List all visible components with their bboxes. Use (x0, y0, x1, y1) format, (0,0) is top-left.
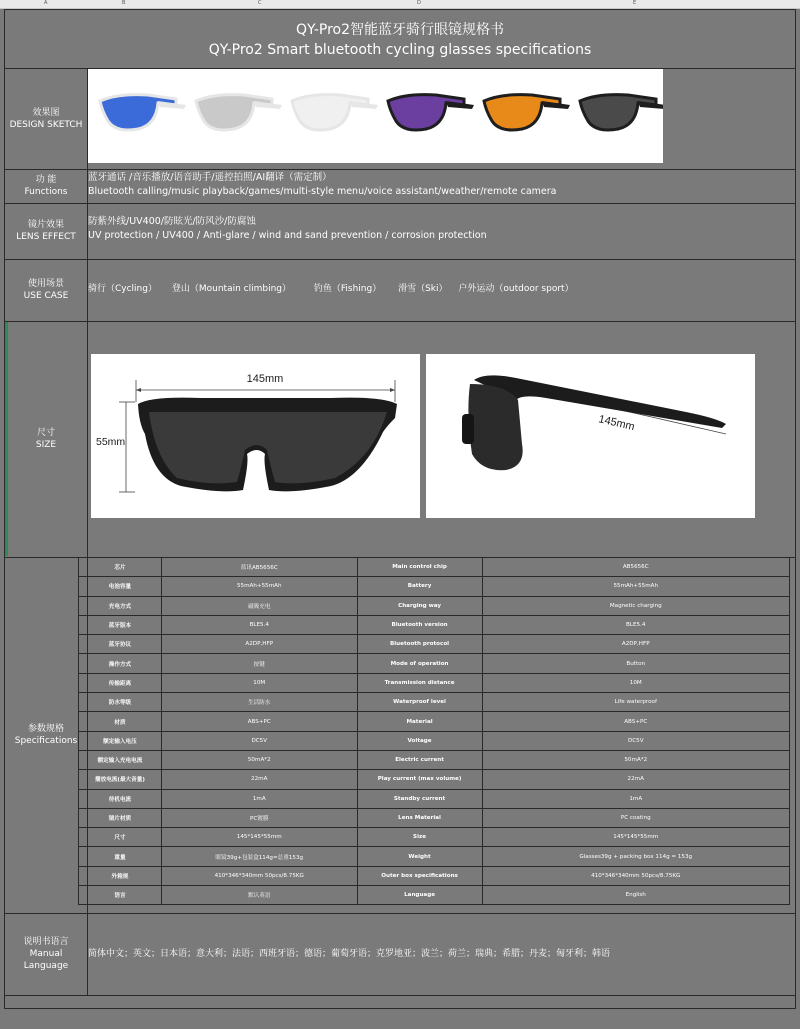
spec-value-en: 1mA (482, 789, 790, 808)
title-row (5, 10, 795, 69)
spec-name-cn: 重量 (79, 847, 162, 866)
spec-value-cn: BLE5.4 (161, 615, 357, 634)
spec-table-row (79, 750, 790, 769)
spec-name-cn: 播放电流(最大音量) (79, 770, 162, 789)
glasses-variant (292, 95, 378, 130)
spec-value-cn: 145*145*55mm (161, 828, 357, 847)
functions-label (5, 169, 88, 203)
spec-value-cn: 按键 (161, 654, 357, 673)
use-case-item: 户外运动（outdoor sport） (458, 284, 574, 294)
spec-value-en: 145*145*55mm (482, 828, 790, 847)
spec-name-cn: 外箱规 (79, 866, 162, 885)
use-case-item: 登山（Mountain climbing） (171, 284, 291, 294)
spec-name-en: Charging way (357, 596, 482, 615)
glasses-variant (484, 95, 570, 130)
lens-label-cn: 镜片效果 (27, 220, 64, 230)
design-sketch-image (88, 69, 663, 163)
spec-name-cn: 充电方式 (79, 596, 162, 615)
spec-name-cn: 蓝牙版本 (79, 615, 162, 634)
column-header-b: B (122, 0, 126, 6)
front-view-image (91, 354, 420, 518)
lens-label (5, 203, 88, 259)
spec-name-cn: 材质 (79, 712, 162, 731)
spec-name-cn: 芯片 (79, 558, 162, 577)
side-view-image (426, 354, 755, 518)
spec-value-en: 410*346*340mm 50pcs/8.75KG (482, 866, 790, 885)
spec-name-en: Lens Material (357, 808, 482, 827)
spec-value-en: 10M (482, 673, 790, 692)
manual-label-cn: 说明书语言 (23, 937, 69, 947)
spec-value-en: Life waterproof (482, 693, 790, 712)
spec-table-row (79, 712, 790, 731)
use-case-label (5, 259, 88, 321)
spec-value-cn: PC镀膜 (161, 808, 357, 827)
spec-name-en: Outer box specifications (357, 866, 482, 885)
spec-name-en: Material (357, 712, 482, 731)
spec-value-cn: 眼镜39g+包装盒114g=总重153g (161, 847, 357, 866)
lens-label-en: LENS EFFECT (16, 232, 76, 242)
spec-table-row (79, 847, 790, 866)
lens-cn: 防紫外线/UV400/防眩光/防风沙/防腐蚀 (88, 216, 256, 227)
manual-label (5, 913, 88, 995)
spec-table-row (79, 596, 790, 615)
spec-value-en: 55mAh+55mAh (482, 577, 790, 596)
spec-value-en: DC5V (482, 731, 790, 750)
specs-row (5, 557, 795, 914)
spec-value-en: BLE5.4 (482, 615, 790, 634)
spec-value-cn: A2DP,HFP (161, 635, 357, 654)
spec-value-en: 22mA (482, 770, 790, 789)
spec-value-cn: 10M (161, 673, 357, 692)
spec-name-cn: 防水等级 (79, 693, 162, 712)
spec-table-row (79, 693, 790, 712)
spec-table-row (79, 635, 790, 654)
spec-name-cn: 传输距离 (79, 673, 162, 692)
functions-row (5, 169, 795, 204)
spec-name-en: Transmission distance (357, 673, 482, 692)
spec-value-en: PC coating (482, 808, 790, 827)
spec-name-cn: 额定输入电压 (79, 731, 162, 750)
glasses-variant (580, 95, 663, 130)
use-case-item: 钓鱼（Fishing） (313, 284, 382, 294)
spec-name-en: Electric current (357, 750, 482, 769)
design-label (5, 68, 88, 169)
spec-value-en: English (482, 886, 790, 905)
spec-name-en: Battery (357, 577, 482, 596)
use-case-label-cn: 使用场景 (27, 279, 64, 289)
spec-value-en: A2DP,HFP (482, 635, 790, 654)
title-cn: QY-Pro2智能蓝牙骑行眼镜规格书 (295, 22, 505, 38)
column-header-e: E (633, 0, 637, 6)
spec-table-row (79, 866, 790, 885)
spec-name-en: Standby current (357, 789, 482, 808)
spec-table-row (79, 808, 790, 827)
front-width-label: 145mm (246, 373, 284, 385)
spec-value-en: AB5656C (482, 558, 790, 577)
spec-name-en: Bluetooth protocol (357, 635, 482, 654)
manual-text: 简体中文；英文；日本语；意大利；法语；西班牙语；德语；葡萄牙语；克罗地亚；波兰；荷兰；瑞典；希腊；丹麦；匈牙利；韩语 (88, 949, 611, 959)
specs-label-en: Specifications (14, 736, 78, 746)
title-en: QY-Pro2 Smart bluetooth cycling glasses specifications (208, 42, 592, 58)
lens-en: UV protection / UV400 / Anti-glare / wind and sand prevention / corrosion protection (88, 230, 487, 241)
spec-name-en: Waterproof level (357, 693, 482, 712)
spec-name-en: Language (357, 886, 482, 905)
column-header-d: D (417, 0, 421, 6)
column-header-a: A (44, 0, 48, 6)
spec-value-cn: 磁吸充电 (161, 596, 357, 615)
spec-name-cn: 操作方式 (79, 654, 162, 673)
spec-value-en: Button (482, 654, 790, 673)
size-body (88, 321, 795, 557)
spec-table-row (79, 673, 790, 692)
design-label-en: DESIGN SKETCH (9, 119, 83, 130)
spec-name-cn: 待机电流 (79, 789, 162, 808)
spec-name-en: Main control chip (357, 558, 482, 577)
spec-table-row (79, 789, 790, 808)
spec-name-cn: 电池容量 (79, 577, 162, 596)
spec-table-row (79, 731, 790, 750)
page-title (5, 10, 795, 60)
spec-table-row (79, 770, 790, 789)
spec-value-en: ABS+PC (482, 712, 790, 731)
size-label-cn: 尺寸 (36, 428, 55, 438)
spec-value-cn: 22mA (161, 770, 357, 789)
use-case-item: 骑行（Cycling） (88, 284, 157, 294)
spec-name-cn: 语言 (79, 886, 162, 905)
spec-name-cn: 额定输入充电电流 (79, 750, 162, 769)
spec-name-en: Voltage (357, 731, 482, 750)
specs-label-cn: 参数规格 (27, 724, 64, 734)
size-label-en: SIZE (35, 440, 57, 450)
spec-table-row (79, 828, 790, 847)
lens-row (5, 203, 795, 260)
spec-table-row (79, 577, 790, 596)
use-case-label-en: USE CASE (23, 291, 69, 301)
spec-table-row (79, 654, 790, 673)
functions-body (88, 169, 795, 205)
spec-value-cn: 410*346*340mm 50pcs/8.75KG (161, 866, 357, 885)
spec-value-cn: 蓝讯AB5656C (161, 558, 357, 577)
spec-value-cn: 生活防水 (161, 693, 357, 712)
functions-label-cn: 功 能 (35, 175, 57, 185)
size-row (5, 321, 795, 558)
spec-table-row (79, 558, 790, 577)
functions-label-en: Functions (24, 187, 68, 197)
spec-name-cn: 尺寸 (79, 828, 162, 847)
spec-value-en: 50mA*2 (482, 750, 790, 769)
spec-value-cn: DC5V (161, 731, 357, 750)
spec-name-en: Weight (357, 847, 482, 866)
design-body (88, 68, 795, 169)
spec-name-cn: 镜片材质 (79, 808, 162, 827)
spec-table-row (79, 615, 790, 634)
size-label (5, 321, 88, 557)
manual-label-mid: Manual (29, 949, 63, 959)
spec-value-en: Magnetic charging (482, 596, 790, 615)
specs-body (5, 557, 795, 913)
glasses-variant (100, 95, 186, 130)
spec-value-cn: 默认英语 (161, 886, 357, 905)
spec-table-row (79, 886, 790, 905)
spec-name-cn: 蓝牙协议 (79, 635, 162, 654)
spec-value-cn: 1mA (161, 789, 357, 808)
spec-name-en: Size (357, 828, 482, 847)
spec-name-en: Play current (max volume) (357, 770, 482, 789)
functions-en: Bluetooth calling/music playback/games/multi-style menu/voice assistant/weather/remote camera (88, 186, 557, 197)
manual-label-en: Language (23, 961, 69, 971)
spec-value-cn: ABS+PC (161, 712, 357, 731)
glasses-variant (388, 95, 474, 130)
spec-name-en: Mode of operation (357, 654, 482, 673)
spec-sheet (4, 9, 796, 1009)
design-row (5, 68, 795, 170)
manual-row (5, 913, 795, 996)
design-label-cn: 效果图 (32, 107, 60, 118)
column-header-bar (0, 0, 800, 9)
glasses-variant (196, 95, 282, 130)
front-height-label: 55mm (96, 436, 126, 448)
spec-value-en: Glasses39g + packing box 114g = 153g (482, 847, 790, 866)
column-header-c: C (258, 0, 262, 6)
spec-name-en: Bluetooth version (357, 615, 482, 634)
use-case-row (5, 259, 795, 322)
spec-table (78, 557, 790, 905)
side-width-label: 145mm (597, 413, 636, 434)
spec-value-cn: 55mAh+55mAh (161, 577, 357, 596)
spec-value-cn: 50mA*2 (161, 750, 357, 769)
use-case-item: 滑雪（Ski） (398, 284, 448, 294)
functions-cn: 蓝牙通话 /音乐播放/语音助手/遥控拍照/AI翻译（需定制） (88, 172, 332, 183)
